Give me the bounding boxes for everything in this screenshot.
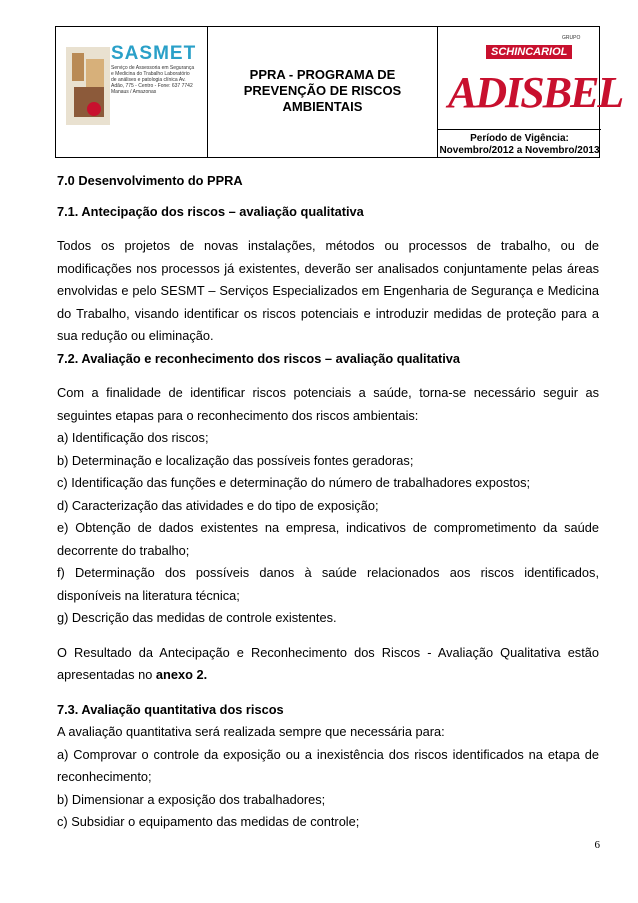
annex-reference: anexo 2. [155, 667, 208, 682]
document-body [57, 170, 599, 834]
period-label: Período de Vigência: [470, 133, 569, 144]
list-item: e) Obtenção de dados existentes na empresa, indicativos de comprometimento da saúde decorrente do trabalho; [57, 520, 599, 558]
title-cell [208, 27, 438, 157]
right-logo-cell [438, 27, 623, 157]
validity-period [438, 129, 601, 157]
result-paragraph [57, 642, 599, 687]
s73-heading: 7.3. Avaliação quantitativa dos riscos [57, 701, 284, 717]
s71-heading: 7.1. Antecipação dos riscos – avaliação qualitativa [57, 203, 364, 219]
list-item: a) Identificação dos riscos; [57, 430, 209, 445]
title-line-1: PPRA - PROGRAMA DE [249, 67, 396, 82]
list-item: a) Comprovar o controle da exposição ou a inexistência dos riscos identificados na etapa de reconhecimento; [57, 746, 599, 784]
grupo-label: GRUPO [562, 35, 581, 41]
title-line-2: PREVENÇÃO DE RISCOS [243, 83, 402, 98]
s72-heading: 7.2. Avaliação e reconhecimento dos riscos – avaliação qualitativa [57, 350, 461, 366]
adisbel-wordmark: ADISBEL [448, 68, 623, 117]
s72-intro: Com a finalidade de identificar riscos potenciais a saúde, torna-se necessário seguir as seguintes etapas para o reconhecimento dos riscos ambientais: [57, 385, 599, 423]
period-value: Novembro/2012 a Novembro/2013 [439, 145, 600, 156]
list-item: d) Caracterização das atividades e do tipo de exposição; [57, 497, 379, 513]
list-item: c) Subsidiar o equipamento das medidas de controle; [57, 814, 360, 829]
sasmet-logo-subtitle: Serviço de Assessoria em Segurança e Medicina do Trabalho Laboratório de análises e patologia clínica Av. Adão, 775 - Centro - Fone: 637 7742 Manaus / Amazonas [111, 65, 195, 95]
list-item: b) Determinação e localização das possíveis fontes geradoras; [57, 452, 414, 468]
list-item: f) Determinação dos possíveis danos à saúde relacionados aos riscos identificados, disponíveis na literatura técnica; [57, 565, 599, 603]
left-logo-cell [56, 27, 208, 157]
adisbel-logo [442, 31, 623, 127]
page-number: 6 [594, 839, 600, 851]
document-title [208, 67, 437, 115]
document-header [55, 26, 623, 158]
schincariol-label: SCHINCARIOL [486, 45, 572, 59]
list-item: g) Descrição das medidas de controle existentes. [57, 610, 337, 625]
s73-intro: A avaliação quantitativa será realizada sempre que necessária para: [57, 724, 445, 739]
list-item: b) Dimensionar a exposição dos trabalhadores; [57, 791, 326, 807]
s71-paragraph: Todos os projetos de novas instalações, métodos ou processos de trabalho, ou de modificações nos processos já existentes, deverão ser analisados conjuntamente pelas áreas envolvidas e pelo SESMT – Serviços Especializados em Engenharia de Segurança e Medicina do Trabalho, visando identificar os riscos potenciais e introduzir medidas de proteção para a sua redução ou eliminação. [57, 238, 599, 343]
title-line-3: AMBIENTAIS [282, 99, 363, 114]
section-title: 7.0 Desenvolvimento do PPRA [57, 173, 243, 188]
result-text: O Resultado da Antecipação e Reconhecimento dos Riscos - Avaliação Qualitativa estão apresentadas no [57, 644, 599, 682]
sasmet-logo-name: SASMET [111, 43, 197, 64]
list-item: c) Identificação das funções e determinação do número de trabalhadores expostos; [57, 475, 531, 490]
